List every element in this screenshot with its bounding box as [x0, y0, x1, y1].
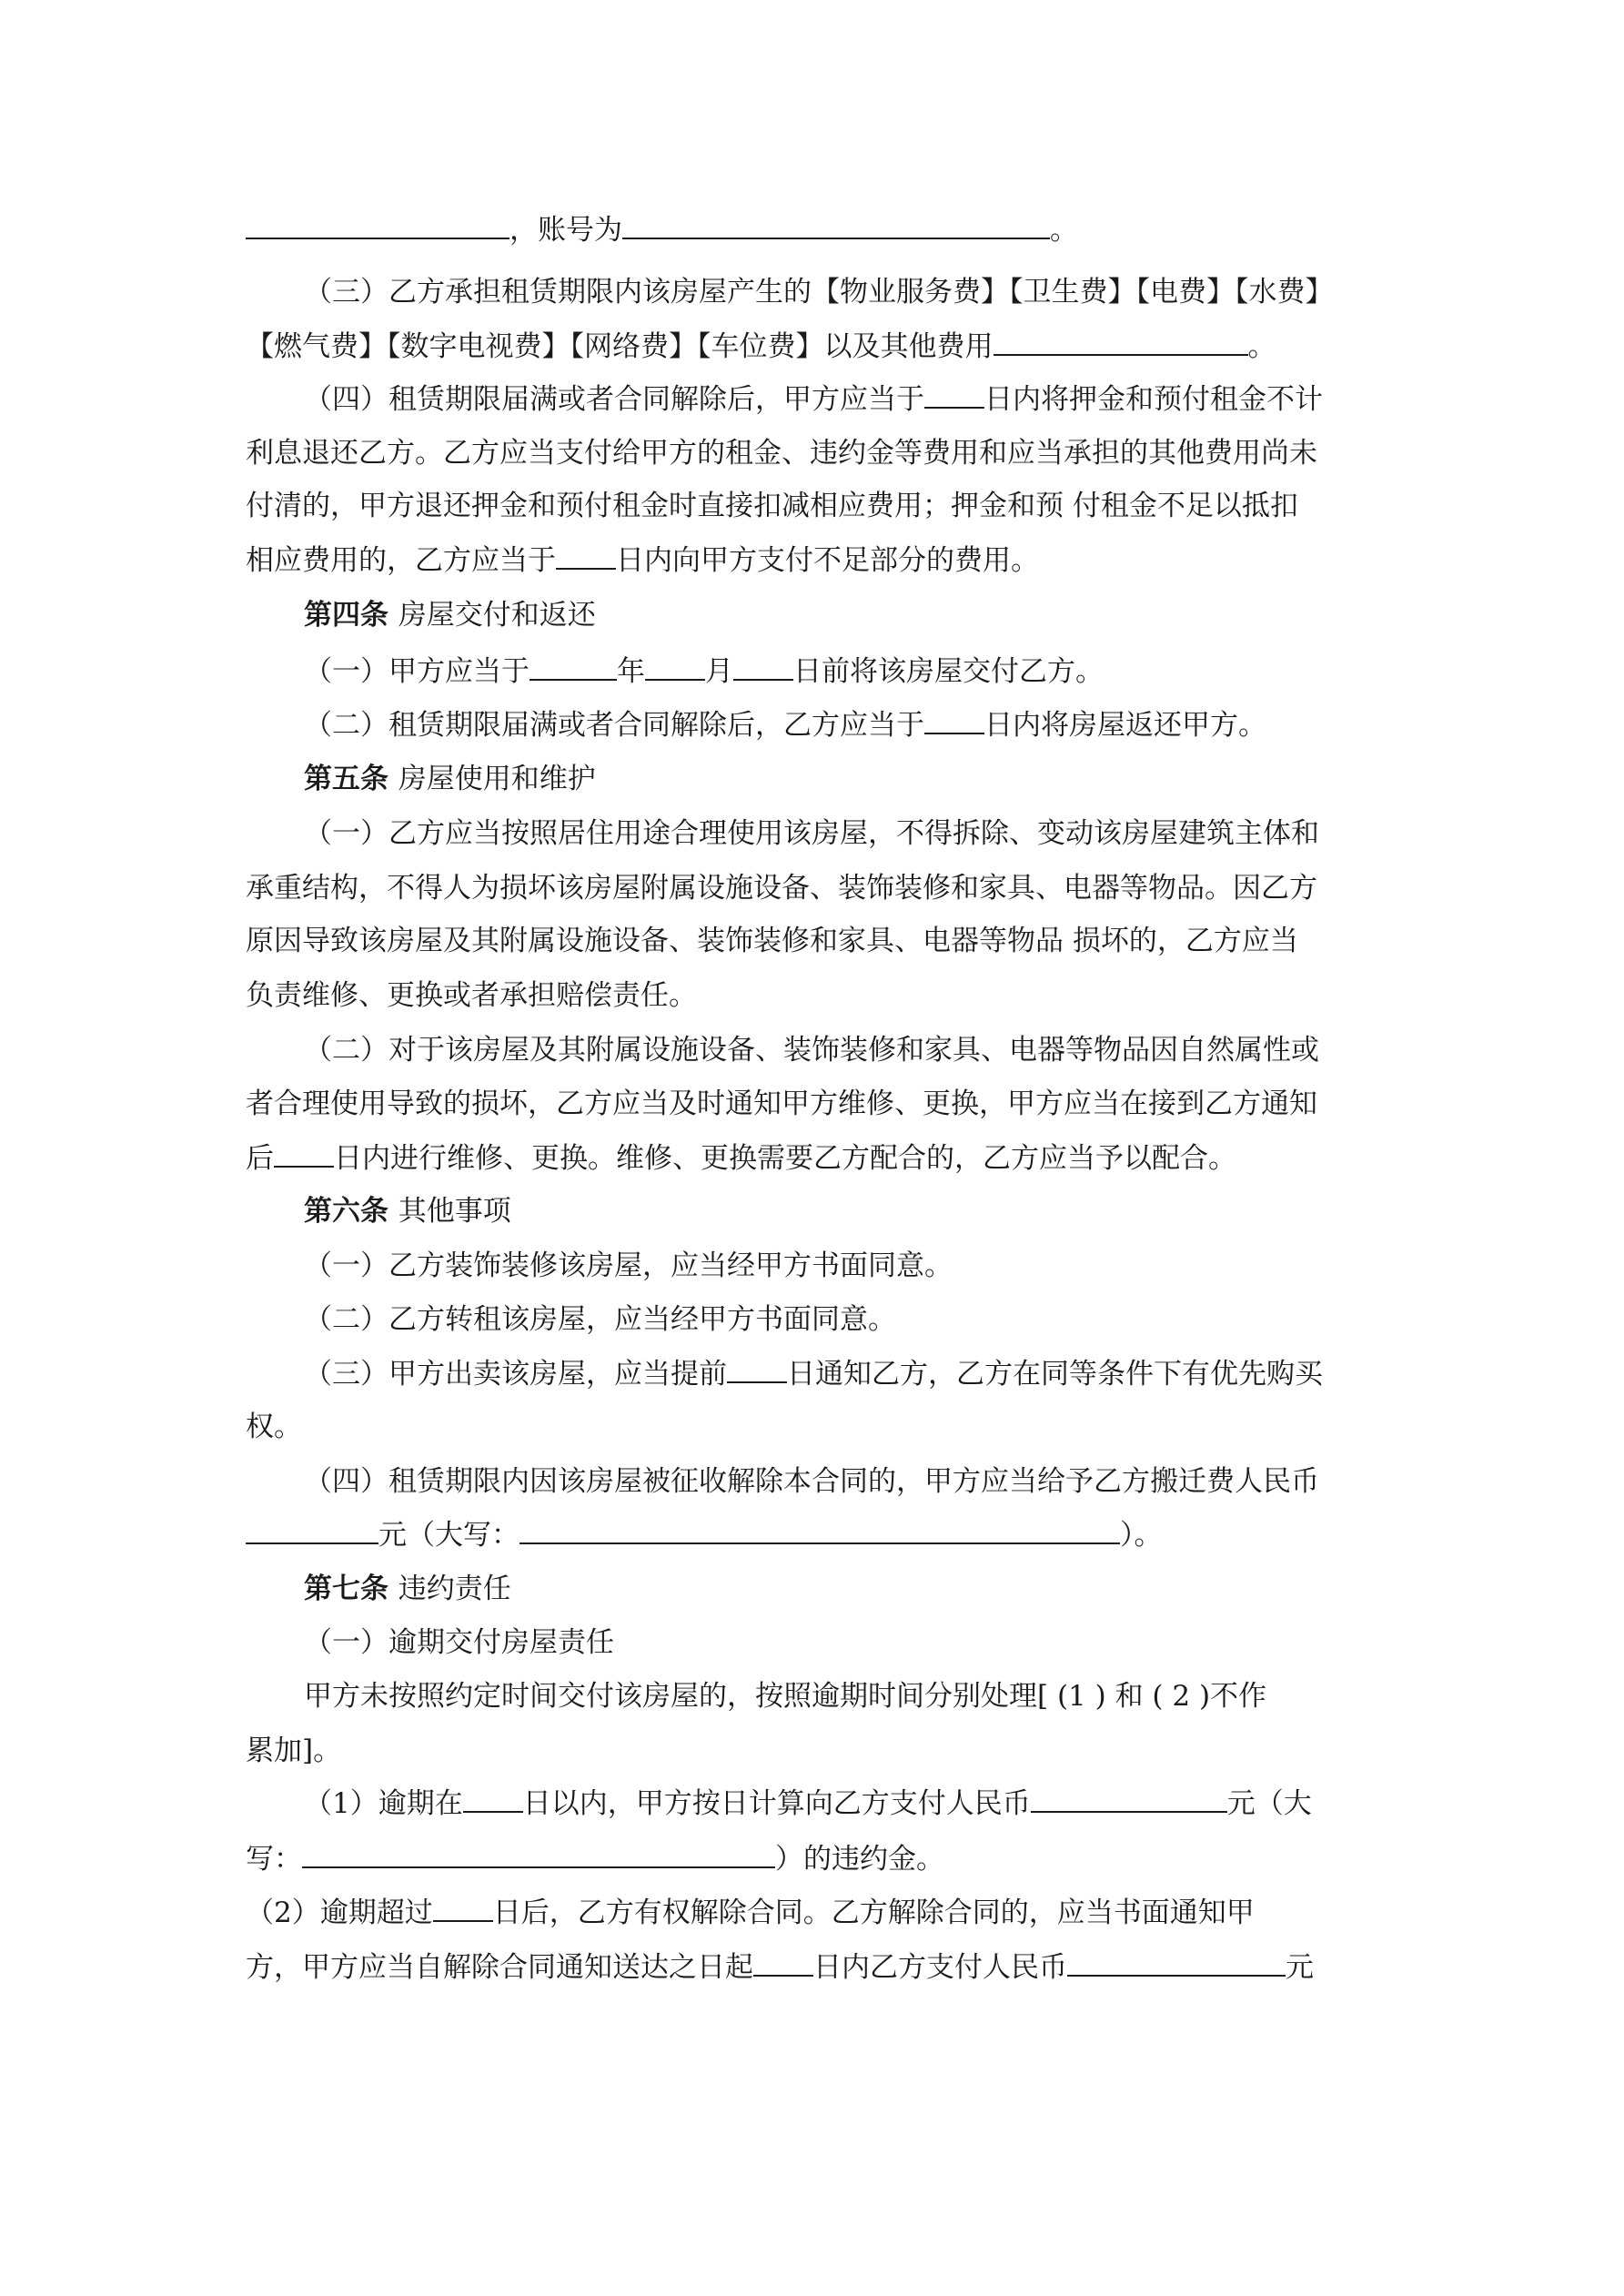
text-segment: （二）对于该房屋及其附属设施设备、装饰装修和家具、电器等物品因自然属性或 — [304, 1034, 1319, 1067]
text-segment: 月 — [705, 655, 733, 688]
article-number: 第四条 — [304, 599, 388, 632]
blank-fill-field[interactable] — [463, 1787, 523, 1813]
text-segment: （四）租赁期限内因该房屋被征收解除本合同的，甲方应当给予乙方搬迁费人民币 — [304, 1465, 1319, 1498]
text-segment: 年 — [617, 655, 645, 688]
text-segment: 元 — [1286, 1951, 1314, 1984]
contract-text-line — [304, 1248, 1392, 1284]
blank-fill-field[interactable] — [1031, 1787, 1227, 1813]
contract-text-line — [246, 1895, 1392, 1931]
blank-fill-field[interactable] — [274, 1142, 334, 1168]
contract-text-line — [246, 488, 1392, 524]
text-segment: 权。 — [246, 1411, 302, 1443]
contract-text-line — [246, 923, 1392, 959]
text-segment: 后 — [246, 1142, 274, 1175]
contract-text-line — [304, 1785, 1392, 1822]
text-segment: （四）租赁期限届满或者合同解除后，甲方应当于 — [304, 383, 924, 416]
blank-fill-field[interactable] — [519, 1519, 1120, 1544]
text-segment: 方，甲方应当自解除合同通知送达之日起 — [246, 1951, 753, 1984]
blank-fill-field[interactable] — [924, 383, 984, 409]
blank-fill-field[interactable] — [1067, 1951, 1286, 1977]
text-segment: 日内将押金和预付租金不计 — [984, 383, 1323, 416]
contract-text-line — [246, 1733, 1392, 1769]
text-segment: 甲方未按照约定时间交付该房屋的，按照逾期时间分别处理[ (1 ) 和 ( 2 )不作 — [304, 1680, 1267, 1713]
text-segment: 日以内，甲方按日计算向乙方支付人民币 — [522, 1787, 1031, 1820]
contract-text-line — [304, 1356, 1392, 1392]
blank-fill-field[interactable] — [433, 1896, 493, 1922]
text-segment: 日前将该房屋交付乙方。 — [793, 655, 1104, 688]
text-segment: ）。 — [1120, 1519, 1163, 1552]
article-number: 第六条 — [304, 1195, 388, 1228]
contract-text-line — [304, 653, 1392, 690]
blank-fill-field[interactable] — [246, 214, 509, 239]
article-title: 房屋交付和返还 — [398, 599, 596, 632]
contract-text-line — [246, 212, 1392, 248]
contract-text-line — [246, 1949, 1392, 1986]
text-segment: （一）逾期交付房屋责任 — [304, 1626, 614, 1659]
article-title: 其他事项 — [398, 1195, 511, 1228]
contract-text-line — [304, 815, 1392, 852]
contract-text-line — [246, 1140, 1392, 1177]
contract-text-line — [246, 1409, 1392, 1445]
text-segment: 付清的，甲方退还押金和预付租金时直接扣减相应费用；押金和预 付租金不足以抵扣 — [246, 490, 1298, 522]
contract-text-line — [304, 1301, 1392, 1338]
contract-text-line — [304, 1678, 1392, 1714]
blank-fill-field[interactable] — [302, 1843, 775, 1868]
text-segment: 承重结构，不得人为损坏该房屋附属设施设备、装饰装修和家具、电器等物品。因乙方 — [246, 872, 1317, 905]
blank-fill-field[interactable] — [753, 1951, 813, 1977]
text-segment: 日内乙方支付人民币 — [813, 1951, 1067, 1984]
blank-fill-field[interactable] — [246, 1519, 378, 1544]
blank-fill-field[interactable] — [924, 709, 984, 734]
article-heading — [304, 1193, 1392, 1229]
text-segment: 日通知乙方，乙方在同等条件下有优先购买 — [787, 1358, 1323, 1391]
text-segment: 日内进行维修、更换。维修、更换需要乙方配合的，乙方应当予以配合。 — [334, 1142, 1236, 1175]
article-heading — [304, 597, 1392, 633]
text-segment: （三）乙方承担租赁期限内该房屋产生的【物业服务费】【卫生费】【电费】【水费】 — [304, 276, 1334, 308]
blank-fill-field[interactable] — [530, 655, 617, 681]
text-segment: （一）乙方装饰装修该房屋，应当经甲方书面同意。 — [304, 1249, 953, 1282]
contract-text-line — [246, 1517, 1392, 1553]
contract-text-line — [246, 542, 1392, 579]
text-segment: 相应费用的，乙方应当于 — [246, 544, 556, 577]
text-segment: （一）乙方应当按照居住用途合理使用该房屋，不得拆除、变动该房屋建筑主体和 — [304, 817, 1319, 850]
article-heading — [304, 1571, 1392, 1607]
article-title: 违约责任 — [398, 1573, 511, 1605]
blank-fill-field[interactable] — [994, 330, 1248, 356]
contract-text-line — [304, 381, 1392, 418]
text-segment: 原因导致该房屋及其附属设施设备、装饰装修和家具、电器等物品 损坏的，乙方应当 — [246, 925, 1298, 957]
article-title: 房屋使用和维护 — [398, 763, 596, 795]
blank-fill-field[interactable] — [556, 544, 616, 570]
contract-text-line — [246, 1086, 1392, 1122]
article-number: 第五条 — [304, 763, 388, 795]
contract-text-line — [246, 329, 1392, 365]
text-segment: 【燃气费】【数字电视费】【网络费】【车位费】以及其他费用 — [246, 330, 994, 363]
text-segment: 负责维修、更换或者承担赔偿责任。 — [246, 979, 697, 1012]
blank-fill-field[interactable] — [733, 655, 793, 681]
text-segment: （二）租赁期限届满或者合同解除后，乙方应当于 — [304, 709, 924, 742]
text-segment: 写： — [246, 1843, 302, 1876]
text-segment: 。 — [1247, 330, 1276, 363]
contract-text-line — [246, 435, 1392, 471]
text-segment: 者合理使用导致的损坏，乙方应当及时通知甲方维修、更换，甲方应当在接到乙方通知 — [246, 1087, 1317, 1120]
text-segment: 日内向甲方支付不足部分的费用。 — [616, 544, 1039, 577]
text-segment: 日后，乙方有权解除合同。乙方解除合同的，应当书面通知甲 — [492, 1896, 1255, 1929]
text-segment: 累加]。 — [246, 1735, 342, 1767]
contract-text-line — [304, 707, 1392, 743]
contract-text-line — [246, 870, 1392, 906]
text-segment: （一）甲方应当于 — [304, 655, 530, 688]
blank-fill-field[interactable] — [622, 214, 1050, 239]
text-segment: 利息退还乙方。乙方应当支付给甲方的租金、违约金等费用和应当承担的其他费用尚未 — [246, 437, 1317, 470]
text-segment: 日内将房屋返还甲方。 — [984, 709, 1266, 742]
text-segment: （二）乙方转租该房屋，应当经甲方书面同意。 — [304, 1303, 896, 1336]
contract-text-line — [304, 1463, 1392, 1500]
text-segment: ，账号为 — [509, 214, 622, 247]
text-segment: ）的违约金。 — [775, 1843, 944, 1876]
contract-text-line — [304, 1624, 1392, 1661]
article-heading — [304, 761, 1392, 797]
text-segment: 元（大写： — [378, 1519, 519, 1552]
contract-text-line — [304, 274, 1392, 310]
contract-text-line — [246, 977, 1392, 1014]
contract-text-line — [246, 1841, 1392, 1877]
article-number: 第七条 — [304, 1573, 388, 1605]
text-segment: （2）逾期超过 — [246, 1896, 433, 1929]
text-segment: （1）逾期在 — [304, 1787, 463, 1820]
blank-fill-field[interactable] — [727, 1358, 787, 1383]
contract-text-line — [304, 1032, 1392, 1068]
text-segment: 元（大 — [1226, 1787, 1312, 1820]
blank-fill-field[interactable] — [645, 655, 705, 681]
text-segment: 。 — [1050, 214, 1078, 247]
text-segment: （三）甲方出卖该房屋，应当提前 — [304, 1358, 727, 1391]
